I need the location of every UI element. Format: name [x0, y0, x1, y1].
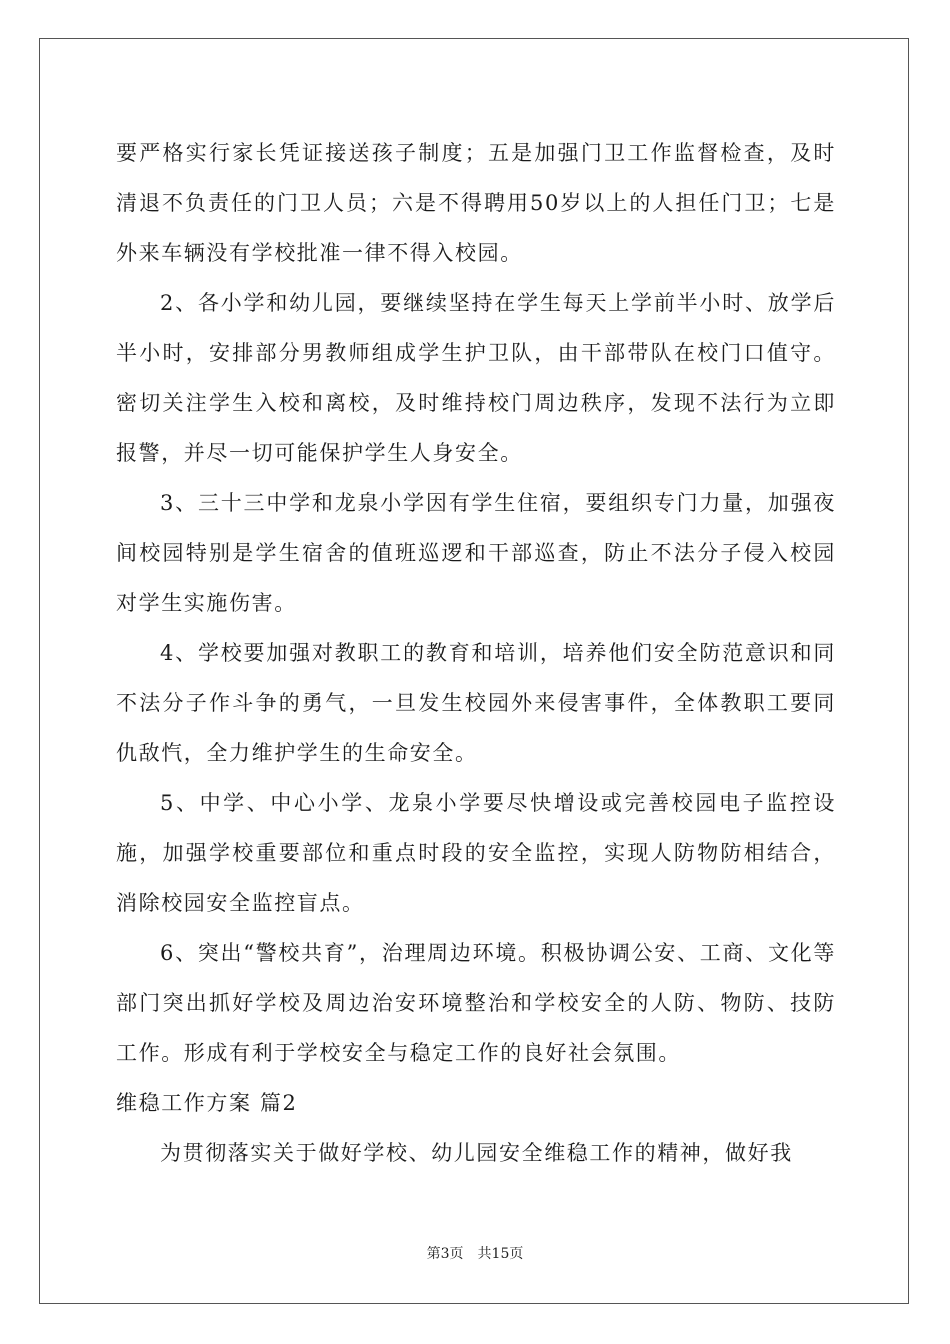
- paragraph-item-2: 2、各小学和幼儿园，要继续坚持在学生每天上学前半小时、放学后半小时，安排部分男教师组成学生护卫队，由干部带队在校门口值守。密切关注学生入校和离校，及时维持校门周边秩序，发现不法行为立即报警，并尽一切可能保护学生人身安全。: [116, 291, 836, 465]
- paragraph-item-4: 4、学校要加强对教职工的教育和培训，培养他们安全防范意识和同不法分子作斗争的勇气，一旦发生校园外来侵害事件，全体教职工要同仇敌忾，全力维护学生的生命安全。: [116, 641, 836, 765]
- page-number: 第3页: [426, 1246, 464, 1262]
- page-footer: [0, 1244, 950, 1264]
- section-heading: 维稳工作方案 篇2: [116, 1091, 298, 1115]
- paragraph-item-5: 5、中学、中心小学、龙泉小学要尽快增设或完善校园电子监控设施，加强学校重要部位和重点时段的安全监控，实现人防物防相结合，消除校园安全监控盲点。: [116, 791, 836, 915]
- paragraph-intro: 为贯彻落实关于做好学校、幼儿园安全维稳工作的精神，做好我: [160, 1141, 793, 1165]
- paragraph-continuation: 要严格实行家长凭证接送孩子制度；五是加强门卫工作监督检查，及时清退不负责任的门卫人员；六是不得聘用50岁以上的人担任门卫；七是外来车辆没有学校批准一律不得入校园。: [116, 141, 836, 265]
- page-total: 共15页: [477, 1246, 524, 1262]
- paragraph-item-6: 6、突出“警校共育”，治理周边环境。积极协调公安、工商、文化等部门突出抓好学校及周边治安环境整治和学校安全的人防、物防、技防工作。形成有利于学校安全与稳定工作的良好社会氛围。: [116, 941, 836, 1065]
- paragraph-item-3: 3、三十三中学和龙泉小学因有学生住宿，要组织专门力量，加强夜间校园特别是学生宿舍的值班巡逻和干部巡查，防止不法分子侵入校园对学生实施伤害。: [116, 491, 836, 615]
- document-body: [116, 128, 836, 1178]
